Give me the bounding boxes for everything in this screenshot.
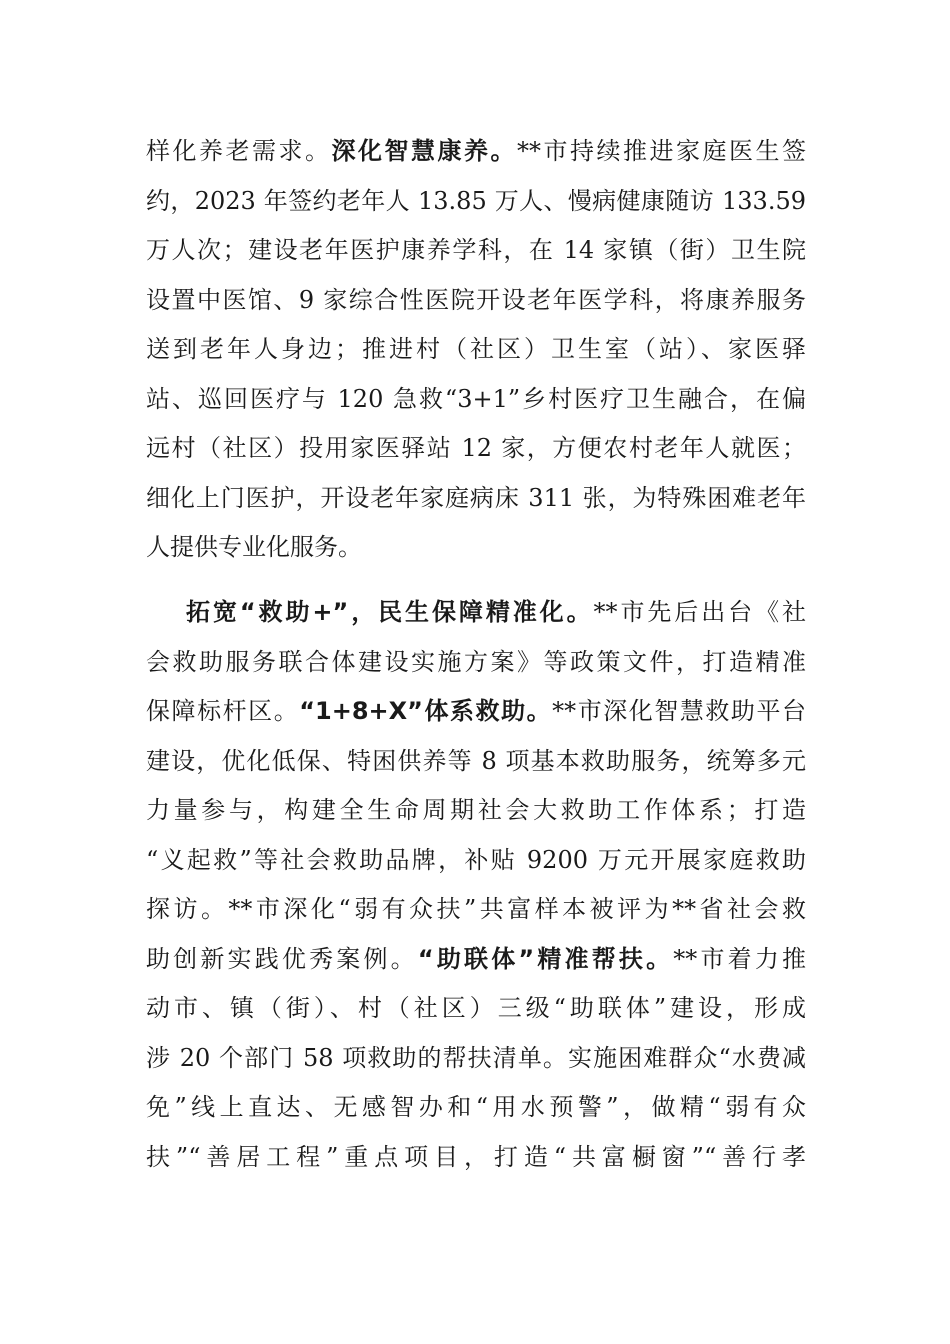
body-text: 远村（社区）投用家医驿站 12 家，方便农村老年人就医； bbox=[146, 434, 806, 462]
text-line bbox=[146, 325, 806, 375]
body-text: **市先后出台《社 bbox=[593, 598, 807, 626]
body-text: **市着力推 bbox=[673, 944, 807, 973]
text-line bbox=[146, 127, 806, 177]
body-text: 约，2023 年签约老年人 13.85 万人、慢病健康随访 133.59 bbox=[146, 186, 806, 215]
body-text: 细化上门医护，开设老年家庭病床 311 张，为特殊困难老年 bbox=[146, 483, 806, 512]
text-line bbox=[146, 935, 806, 985]
bold-heading-text: “助联体”精准帮扶。 bbox=[417, 944, 674, 973]
bold-heading-text: 拓宽“救助+”，民生保障精准化。 bbox=[186, 598, 594, 626]
body-text: 力量参与，构建全生命周期社会大救助工作体系；打造 bbox=[146, 796, 806, 824]
text-line bbox=[146, 885, 806, 935]
body-text: “义起救”等社会救助品牌，补贴 9200 万元开展家庭救助 bbox=[146, 845, 806, 874]
text-line bbox=[146, 523, 806, 573]
text-line bbox=[146, 836, 806, 886]
text-line bbox=[146, 226, 806, 276]
body-text: 站、巡回医疗与 120 急救“3+1”乡村医疗卫生融合，在偏 bbox=[146, 384, 806, 413]
body-text: 样化养老需求。 bbox=[146, 137, 332, 165]
body-text: 保障标杆区。 bbox=[146, 697, 300, 725]
text-line bbox=[146, 474, 806, 524]
body-text: 免”线上直达、无感智办和“用水预警”，做精“弱有众 bbox=[146, 1093, 806, 1121]
text-line bbox=[146, 276, 806, 326]
body-text: 动市、镇（街）、村（社区）三级“助联体”建设，形成 bbox=[146, 994, 806, 1022]
text-line bbox=[146, 1083, 806, 1133]
text-line bbox=[146, 1034, 806, 1084]
text-line bbox=[146, 638, 806, 688]
paragraph-elderly-care bbox=[146, 127, 806, 573]
paragraph-social-assistance bbox=[146, 588, 806, 1182]
body-text: 设置中医馆、9 家综合性医院开设老年医学科，将康养服务 bbox=[146, 285, 806, 314]
body-text: **市持续推进家庭医生签 bbox=[517, 137, 806, 165]
bold-heading-text: 深化智慧康养。 bbox=[331, 137, 517, 165]
text-line bbox=[146, 687, 806, 737]
body-text: 涉 20 个部门 58 项救助的帮扶清单。实施困难群众“水费减 bbox=[146, 1043, 806, 1072]
body-text: 探访。**市深化“弱有众扶”共富样本被评为**省社会救 bbox=[146, 895, 806, 923]
text-line bbox=[146, 984, 806, 1034]
body-text: 万人次；建设老年医护康养学科，在 14 家镇（街）卫生院 bbox=[146, 236, 806, 264]
body-text: **市深化智慧救助平台 bbox=[552, 697, 807, 725]
text-line bbox=[146, 375, 806, 425]
text-line bbox=[146, 424, 806, 474]
body-text: 人提供专业化服务。 bbox=[146, 533, 362, 561]
text-line bbox=[146, 737, 806, 787]
body-text: 扶”“善居工程”重点项目，打造“共富橱窗”“善行孝 bbox=[146, 1142, 806, 1171]
text-line bbox=[146, 1133, 806, 1183]
body-text: 助创新实践优秀案例。 bbox=[146, 944, 418, 973]
text-line bbox=[146, 177, 806, 227]
body-text: 建设，优化低保、特困供养等 8 项基本救助服务，统筹多元 bbox=[146, 746, 806, 775]
body-text: 送到老年人身边；推进村（社区）卫生室（站）、家医驿 bbox=[146, 335, 806, 363]
text-line bbox=[146, 786, 806, 836]
bold-heading-text: “1+8+X”体系救助。 bbox=[299, 697, 553, 725]
body-text: 会救助服务联合体建设实施方案》等政策文件，打造精准 bbox=[146, 647, 806, 676]
text-line bbox=[146, 588, 806, 638]
